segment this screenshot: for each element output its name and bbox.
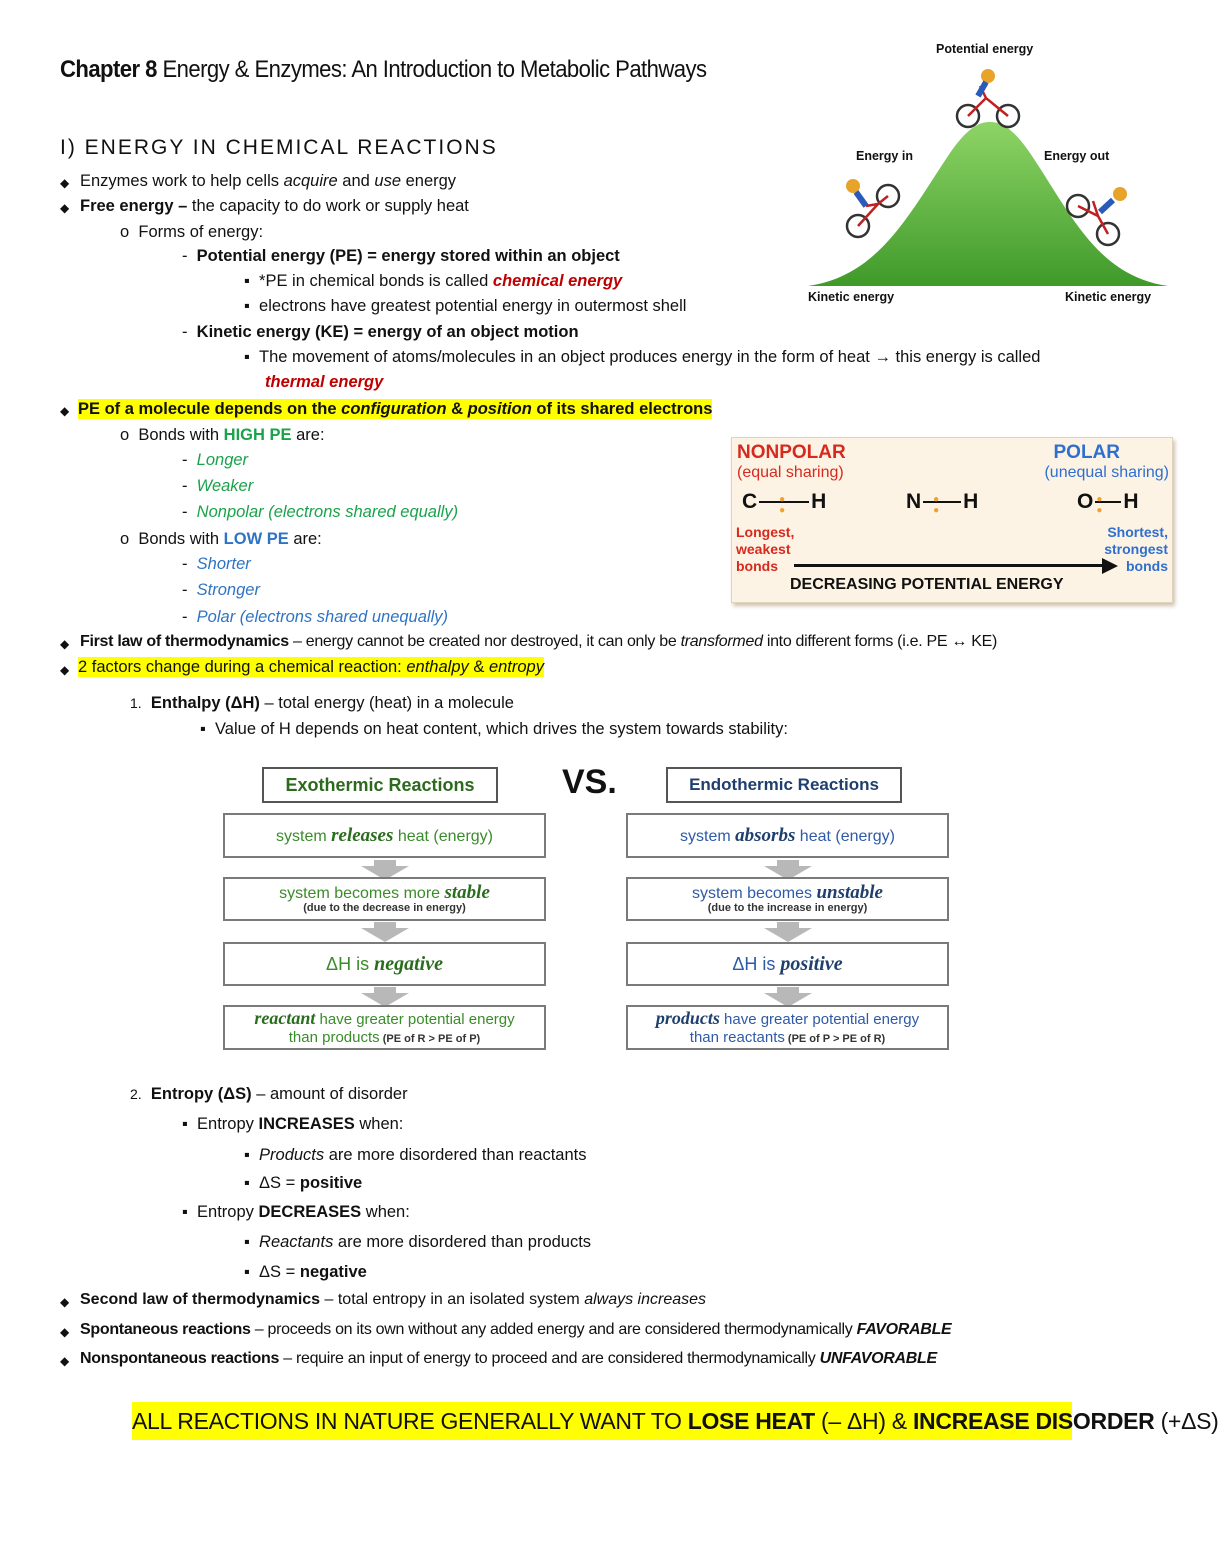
bond-o-h: O ● ● H xyxy=(1077,490,1139,517)
diamond-bullet-icon: ◆ xyxy=(60,663,70,677)
vs-label: VS. xyxy=(562,763,617,801)
diamond-bullet-icon: ◆ xyxy=(60,1295,70,1309)
list-item: Free energy – the capacity to do work or supply heat xyxy=(80,197,469,215)
diamond-bullet-icon: ◆ xyxy=(60,404,70,418)
list-item: ▪ Entropy DECREASES when: xyxy=(182,1203,410,1221)
list-item: - Potential energy (PE) = energy stored within an object xyxy=(182,247,620,265)
exo-step-4: reactant have greater potential energy than products (PE of R > PE of P) xyxy=(223,1005,546,1050)
endo-step-4: products have greater potential energy than reactants (PE of P > PE of R) xyxy=(626,1005,949,1050)
list-item: thermal energy xyxy=(265,373,384,391)
endo-step-1: system absorbs heat (energy) xyxy=(626,813,949,858)
exo-step-2: system becomes more stable (due to the decrease in energy) xyxy=(223,877,546,921)
list-item: - Stronger xyxy=(182,581,260,599)
bond-c-h: C ● ● H xyxy=(742,490,827,517)
list-item: - Polar (electrons shared unequally) xyxy=(182,608,448,626)
bond-n-h: N ● ● H xyxy=(906,490,979,517)
section-heading: I) ENERGY IN CHEMICAL REACTIONS xyxy=(60,136,498,159)
arrow-right-icon xyxy=(1102,558,1118,574)
list-item: ▪ Value of H depends on heat content, which drives the system towards stability: xyxy=(200,720,788,738)
list-item: ▪ ΔS = negative xyxy=(244,1263,367,1281)
highlighted-item: 2 factors change during a chemical reaction: enthalpy & entropy xyxy=(78,658,544,676)
cyclist-icon xyxy=(957,69,1019,127)
list-item: Second law of thermodynamics – total entropy in an isolated system always increases xyxy=(80,1291,707,1308)
diamond-bullet-icon: ◆ xyxy=(60,1325,70,1339)
list-item: - Nonpolar (electrons shared equally) xyxy=(182,503,459,521)
diamond-bullet-icon: ◆ xyxy=(60,176,70,190)
summary-banner: ALL REACTIONS IN NATURE GENERALLY WANT TO LOSE HEAT (– ΔH) & INCREASE DISORDER (+ΔS) xyxy=(132,1402,1072,1440)
endothermic-header: Endothermic Reactions xyxy=(666,767,902,803)
cyclist-icon xyxy=(846,179,899,237)
diamond-bullet-icon: ◆ xyxy=(60,201,70,215)
list-item: - Shorter xyxy=(182,555,251,573)
list-item: ▪ electrons have greatest potential energy in outermost shell xyxy=(244,297,687,315)
list-item: Spontaneous reactions – proceeds on its own without any added energy and are considered thermodynamically FAVORABLE xyxy=(80,1321,952,1338)
endo-step-2: system becomes unstable (due to the increase in energy) xyxy=(626,877,949,921)
bond-polarity-figure: NONPOLAR (equal sharing) POLAR (unequal sharing) C ● ● H N ● ● H O ● ● H Longest, weakest bonds Shortest, strongest bonds DECREASING POTENTIAL ENERGY xyxy=(731,437,1173,603)
exo-step-1: system releases heat (energy) xyxy=(223,813,546,858)
list-item: o Bonds with LOW PE are: xyxy=(120,530,322,548)
list-item: ▪ Products are more disordered than reactants xyxy=(244,1146,587,1164)
list-item: 1. Enthalpy (ΔH) – total energy (heat) in a molecule xyxy=(130,694,514,712)
decreasing-arrow xyxy=(794,564,1104,567)
list-item: ▪ Reactants are more disordered than products xyxy=(244,1233,592,1251)
list-item: ▪ Entropy INCREASES when: xyxy=(182,1115,404,1133)
down-arrow-icon xyxy=(361,928,409,942)
list-item: Enzymes work to help cells acquire and use energy xyxy=(80,172,457,190)
diamond-bullet-icon: ◆ xyxy=(60,637,70,651)
energy-hill-figure: Potential energy Energy in Energy out Kinetic energy Kinetic energy xyxy=(808,36,1168,306)
list-item: - Longer xyxy=(182,451,249,469)
list-item: ▪ The movement of atoms/molecules in an object produces energy in the form of heat → this energy is called xyxy=(244,348,1041,366)
list-item: o Forms of energy: xyxy=(120,223,264,241)
list-item: - Kinetic energy (KE) = energy of an object motion xyxy=(182,323,579,341)
exo-step-3: ΔH is negative xyxy=(223,942,546,986)
endo-step-3: ΔH is positive xyxy=(626,942,949,986)
list-item: Nonspontaneous reactions – require an input of energy to proceed and are considered thermodynamically UNFAVORABLE xyxy=(80,1350,937,1367)
list-item: ▪ *PE in chemical bonds is called chemical energy xyxy=(244,272,623,290)
diamond-bullet-icon: ◆ xyxy=(60,1354,70,1368)
exothermic-header: Exothermic Reactions xyxy=(262,767,498,803)
list-item: 2. Entropy (ΔS) – amount of disorder xyxy=(130,1085,408,1103)
list-item: First law of thermodynamics – energy cannot be created nor destroyed, it can only be transformed into different forms (i.e. PE ↔ KE) xyxy=(80,633,997,650)
highlighted-item: PE of a molecule depends on the configuration & position of its shared electrons xyxy=(78,400,713,418)
list-item: ▪ ΔS = positive xyxy=(244,1174,363,1192)
list-item: - Weaker xyxy=(182,477,254,495)
down-arrow-icon xyxy=(764,928,812,942)
page-title: Chapter 8 Energy & Enzymes: An Introduction to Metabolic Pathways xyxy=(60,56,707,83)
list-item: o Bonds with HIGH PE are: xyxy=(120,426,325,444)
